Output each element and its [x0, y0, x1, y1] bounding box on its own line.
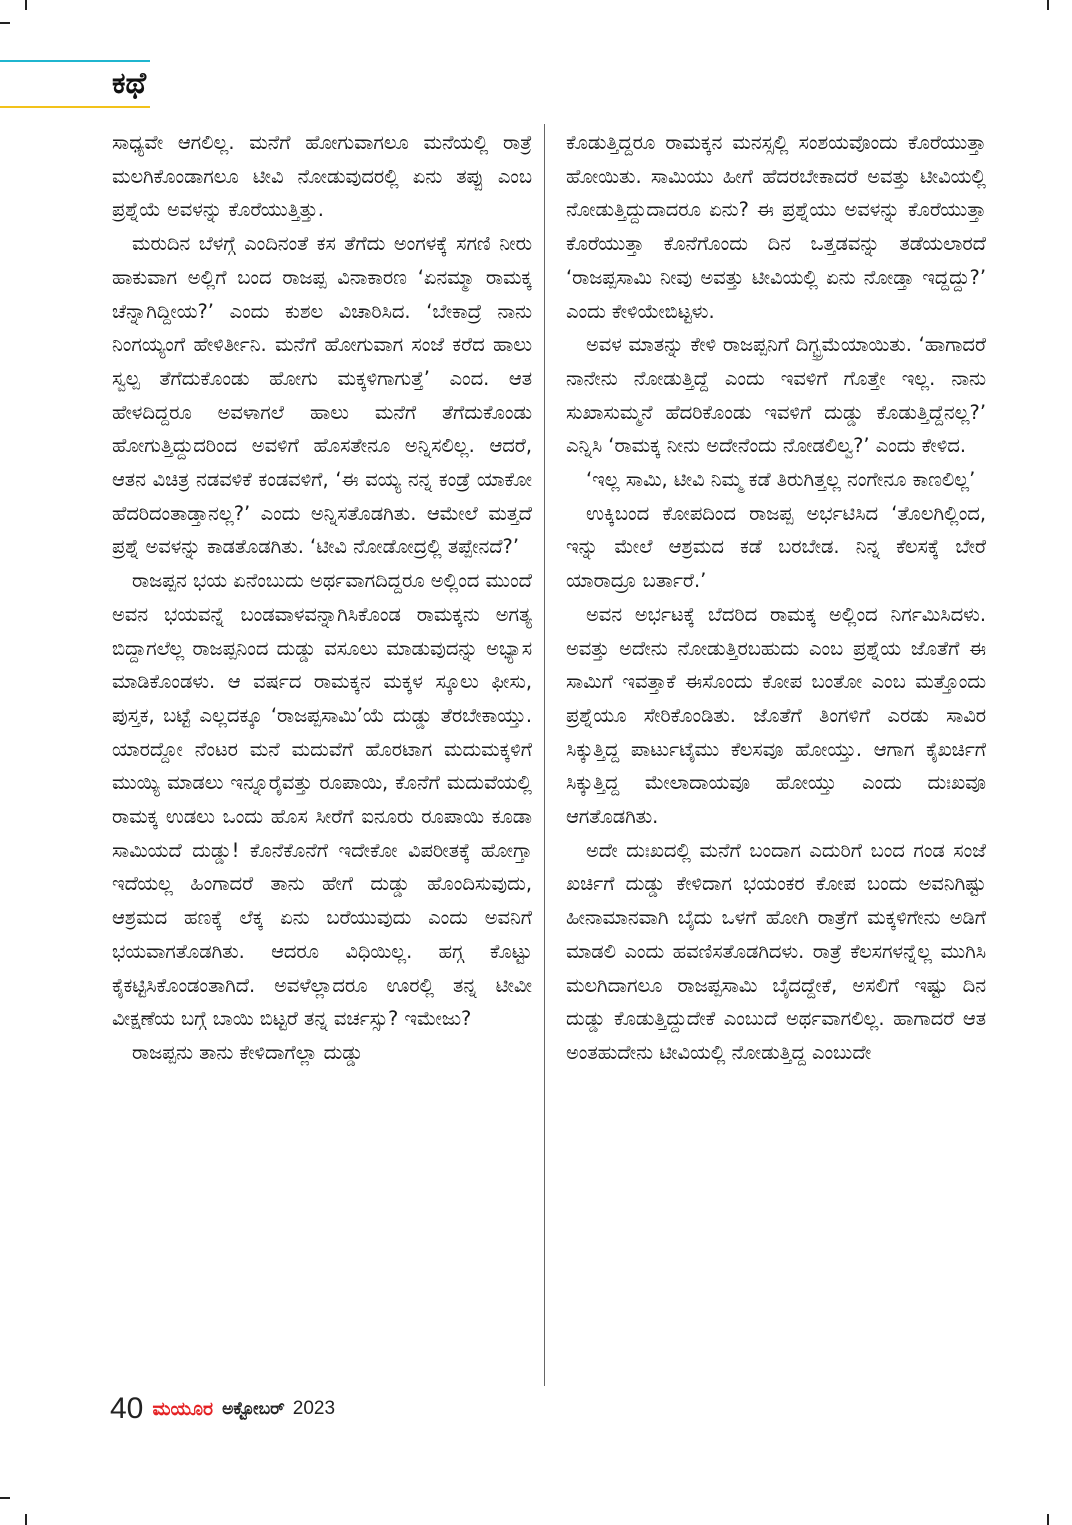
crop-mark: [0, 1497, 10, 1499]
paragraph: ಸಾಧ್ಯವೇ ಆಗಲಿಲ್ಲ. ಮನೆಗೆ ಹೋಗುವಾಗಲೂ ಮನೆಯಲ್ಲಿ ರಾತ್ರೆ ಮಲಗಿಕೊಂಡಾಗಲೂ ಟೀವಿ ನೋಡುವುದರಲ್ಲಿ ಏನು ತಪ್ಪು ಎಂಬ ಪ್ರಶ್ನೆಯೆ ಅವಳನ್ನು ಕೊರೆಯುತ್ತಿತ್ತು.: [112, 131, 532, 222]
issue-year: 2023: [292, 1398, 336, 1419]
crop-mark: [25, 0, 27, 10]
paragraph: ಅದೇ ದುಃಖದಲ್ಲಿ ಮನೆಗೆ ಬಂದಾಗ ಎದುರಿಗೆ ಬಂದ ಗಂಡ ಸಂಜೆ ಖರ್ಚಿಗೆ ದುಡ್ಡು ಕೇಳಿದಾಗ ಭಯಂಕರ ಕೋಪ ಬಂದು ಅವನಿಗಿಷ್ಟು ಹೀನಾಮಾನವಾಗಿ ಬೈದು ಒಳಗೆ ಹೋಗಿ ರಾತ್ರೆಗೆ ಮಕ್ಕಳಿಗೇನು ಅಡಿಗೆ ಮಾಡಲಿ ಎಂದು ಹವಣಿಸತೊಡಗಿದಳು. ರಾತ್ರೆ ಕೆಲಸಗಳನ್ನೆಲ್ಲ ಮುಗಿಸಿ ಮಲಗಿದಾಗಲೂ ರಾಜಪ್ಪಸಾಮಿ ಬೈದದ್ದೇಕೆ, ಅಸಲಿಗೆ ಇಷ್ಟು ದಿನ ದುಡ್ಡು ಕೊಡುತ್ತಿದ್ದುದೇಕೆ ಎಂಬುದೆ ಅರ್ಥವಾಗಲಿಲ್ಲ. ಹಾಗಾದರೆ ಆತ ಅಂತಹುದೇನು ಟೀವಿಯಲ್ಲಿ ನೋಡುತ್ತಿದ್ದ ಎಂಬುದೇ: [566, 838, 986, 1064]
paragraph: ಅವಳ ಮಾತನ್ನು ಕೇಳಿ ರಾಜಪ್ಪನಿಗೆ ದಿಗ್ಭ್ರಮೆಯಾಯಿತು. ‘ಹಾಗಾದರೆ ನಾನೇನು ನೋಡುತ್ತಿದ್ದೆ ಎಂದು ಇವಳಿಗೆ ಗೊತ್ತೇ ಇಲ್ಲ. ನಾನು ಸುಖಾಸುಮ್ಮನೆ ಹೆದರಿಕೊಂಡು ಇವಳಿಗೆ ದುಡ್ಡು ಕೊಡುತ್ತಿದ್ದೆನಲ್ಲ?’ ಎನ್ನಿಸಿ ‘ರಾಮಕ್ಕ ನೀನು ಅದೇನೆಂದು ನೋಡಲಿಲ್ವ?’ ಎಂದು ಕೇಳಿದ.: [566, 333, 986, 458]
paragraph: ‘ಇಲ್ಲ ಸಾಮಿ, ಟೀವಿ ನಿಮ್ಮ ಕಡೆ ತಿರುಗಿತ್ತಲ್ಲ ನಂಗೇನೂ ಕಾಣಲಿಲ್ಲ’: [586, 468, 976, 492]
section-label: ಕಥೆ: [112, 66, 147, 101]
page-footer: [110, 1392, 335, 1432]
header-rule-cyan: [0, 60, 150, 62]
text-column-right: [566, 126, 986, 1380]
paragraph: ಕೊಡುತ್ತಿದ್ದರೂ ರಾಮಕ್ಕನ ಮನಸ್ಸಲ್ಲಿ ಸಂಶಯವೊಂದು ಕೊರೆಯುತ್ತಾ ಹೋಯಿತು. ಸಾಮಿಯು ಹೀಗೆ ಹೆದರಬೇಕಾದರೆ ಅವತ್ತು ಟೀವಿಯಲ್ಲಿ ನೋಡುತ್ತಿದ್ದುದಾದರೂ ಏನು? ಈ ಪ್ರಶ್ನೆಯು ಅವಳನ್ನು ಕೊರೆಯುತ್ತಾ ಕೊರೆಯುತ್ತಾ ಕೊನೆಗೊಂದು ದಿನ ಒತ್ತಡವನ್ನು ತಡೆಯಲಾರದೆ ‘ರಾಜಪ್ಪಸಾಮಿ ನೀವು ಅವತ್ತು ಟೀವಿಯಲ್ಲಿ ಏನು ನೋಡ್ತಾ ಇದ್ದದ್ದು?’ ಎಂದು ಕೇಳಿಯೇಬಿಟ್ಟಳು.: [566, 131, 986, 323]
paragraph: ರಾಜಪ್ಪನು ತಾನು ಕೇಳಿದಾಗೆಲ್ಲಾ ದುಡ್ಡು: [132, 1040, 363, 1064]
paragraph: ಉಕ್ಕಿಬಂದ ಕೋಪದಿಂದ ರಾಜಪ್ಪ ಅರ್ಭಟಿಸಿದ ‘ತೊಲಗಿಲ್ಲಿಂದ, ಇನ್ನು ಮೇಲೆ ಆಶ್ರಮದ ಕಡೆ ಬರಬೇಡ. ನಿನ್ನ ಕೆಲಸಕ್ಕೆ ಬೇರೆ ಯಾರಾದ್ರೂ ಬರ್ತಾರೆ.’: [566, 501, 986, 593]
magazine-logo: ಮಯೂರ: [152, 1398, 214, 1420]
crop-mark: [0, 22, 10, 24]
column-divider: [544, 124, 545, 1386]
issue-month: ಅಕ್ಟೋಬರ್: [222, 1399, 285, 1419]
paragraph: ರಾಜಪ್ಪನ ಭಯ ಏನೆಂಬುದು ಅರ್ಥವಾಗದಿದ್ದರೂ ಅಲ್ಲಿಂದ ಮುಂದೆ ಅವನ ಭಯವನ್ನೆ ಬಂಡವಾಳವನ್ನಾಗಿಸಿಕೊಂಡ ರಾಮಕ್ಕನು ಅಗತ್ಯ ಬಿದ್ದಾಗಲೆಲ್ಲ ರಾಜಪ್ಪನಿಂದ ದುಡ್ಡು ವಸೂಲು ಮಾಡುವುದನ್ನು ಅಭ್ಯಾಸ ಮಾಡಿಕೊಂಡಳು. ಆ ವರ್ಷದ ರಾಮಕ್ಕನ ಮಕ್ಕಳ ಸ್ಕೂಲು ಫೀಸು, ಪುಸ್ತಕ, ಬಟ್ಟೆ ಎಲ್ಲದಕ್ಕೂ ‘ರಾಜಪ್ಪಸಾಮಿ’ಯೆ ದುಡ್ಡು ತೆರಬೇಕಾಯ್ತು. ಯಾರದ್ದೋ ನೆಂಟರ ಮನೆ ಮದುವೆಗೆ ಹೊರಟಾಗ ಮದುಮಕ್ಕಳಿಗೆ ಮುಯ್ಯಿ ಮಾಡಲು ಇನ್ನೂರೈವತ್ತು ರೂಪಾಯಿ, ಕೊನೆಗೆ ಮದುವೆಯಲ್ಲಿ ರಾಮಕ್ಕ ಉಡಲು ಒಂದು ಹೊಸ ಸೀರೆಗೆ ಐನೂರು ರೂಪಾಯಿ ಕೂಡಾ ಸಾಮಿಯದೆ ದುಡ್ಡು! ಕೊನೆಕೊನೆಗೆ ಇದೇಕೋ ವಿಪರೀತಕ್ಕೆ ಹೋಗ್ತಾ ಇದೆಯಲ್ಲ ಹಿಂಗಾದರೆ ತಾನು ಹೇಗೆ ದುಡ್ಡು ಹೊಂದಿಸುವುದು, ಆಶ್ರಮದ ಹಣಕ್ಕೆ ಲೆಕ್ಕ ಏನು ಬರೆಯುವುದು ಎಂದು ಅವನಿಗೆ ಭಯವಾಗತೊಡಗಿತು. ಆದರೂ ವಿಧಿಯಿಲ್ಲ. ಹಗ್ಗ ಕೊಟ್ಟು ಕೈಕಟ್ಟಿಸಿಕೊಂಡಂತಾಗಿದೆ. ಅವಳೆಲ್ಲಾದರೂ ಊರಲ್ಲಿ ತನ್ನ ಟೀವೀ ವೀಕ್ಷಣೆಯ ಬಗ್ಗೆ ಬಾಯಿ ಬಿಟ್ಟರೆ ತನ್ನ ವರ್ಚಸ್ಸು? ಇಮೇಜು?: [112, 569, 532, 1031]
paragraph: ಮರುದಿನ ಬೆಳಗ್ಗೆ ಎಂದಿನಂತೆ ಕಸ ತೆಗೆದು ಅಂಗಳಕ್ಕೆ ಸಗಣಿ ನೀರು ಹಾಕುವಾಗ ಅಲ್ಲಿಗೆ ಬಂದ ರಾಜಪ್ಪ ವಿನಾಕಾರಣ ‘ಏನಮ್ಮಾ ರಾಮಕ್ಕ ಚೆನ್ನಾಗಿದ್ದೀಯ?’ ಎಂದು ಕುಶಲ ವಿಚಾರಿಸಿದ. ‘ಬೇಕಾದ್ರೆ ನಾನು ನಿಂಗಯ್ಯಂಗೆ ಹೇಳಿರ್ತೀನಿ. ಮನೆಗೆ ಹೋಗುವಾಗ ಸಂಜೆ ಕರೆದ ಹಾಲು ಸ್ವಲ್ಪ ತೆಗೆದುಕೊಂಡು ಹೋಗು ಮಕ್ಕಳಿಗಾಗುತ್ತೆ’ ಎಂದ. ಆತ ಹೇಳದಿದ್ದರೂ ಅವಳಾಗಲೆ ಹಾಲು ಮನೆಗೆ ತೆಗೆದುಕೊಂಡು ಹೋಗುತ್ತಿದ್ದುದರಿಂದ ಅವಳಿಗೆ ಹೊಸತೇನೂ ಅನ್ನಿಸಲಿಲ್ಲ. ಆದರೆ, ಆತನ ವಿಚಿತ್ರ ನಡವಳಿಕೆ ಕಂಡವಳಿಗೆ, ‘ಈ ವಯ್ಯ ನನ್ನ ಕಂಡ್ರೆ ಯಾಕೋ ಹೆದರಿದಂತಾಡ್ತಾನಲ್ಲ?’ ಎಂದು ಅನ್ನಿಸತೊಡಗಿತು. ಆಮೇಲೆ ಮತ್ತದೆ ಪ್ರಶ್ನೆ ಅವಳನ್ನು ಕಾಡತೊಡಗಿತು. ‘ಟೀವಿ ನೋಡೋದ್ರಲ್ಲಿ ತಪ್ಪೇನದೆ?’: [112, 232, 532, 559]
text-column-left: [112, 126, 532, 1380]
header-rule-yellow: [0, 106, 150, 108]
crop-mark: [25, 1514, 27, 1525]
paragraph: ಅವನ ಅರ್ಭಟಕ್ಕೆ ಬೆದರಿದ ರಾಮಕ್ಕ ಅಲ್ಲಿಂದ ನಿರ್ಗಮಿಸಿದಳು. ಅವತ್ತು ಅದೇನು ನೋಡುತ್ತಿರಬಹುದು ಎಂಬ ಪ್ರಶ್ನೆಯ ಜೊತೆಗೆ ಈ ಸಾಮಿಗೆ ಇವತ್ತಾಕೆ ಈಸೊಂದು ಕೋಪ ಬಂತೋ ಎಂಬ ಮತ್ತೊಂದು ಪ್ರಶ್ನೆಯೂ ಸೇರಿಕೊಂಡಿತು. ಜೊತೆಗೆ ತಿಂಗಳಿಗೆ ಎರಡು ಸಾವಿರ ಸಿಕ್ಕುತ್ತಿದ್ದ ಪಾರ್ಟುಟೈಮು ಕೆಲಸವೂ ಹೋಯ್ತು. ಆಗಾಗ ಕೈಖರ್ಚಿಗೆ ಸಿಕ್ಕುತ್ತಿದ್ದ ಮೇಲಾದಾಯವೂ ಹೋಯ್ತು ಎಂದು ದುಃಖವೂ ಆಗತೊಡಗಿತು.: [566, 602, 986, 829]
crop-mark: [1047, 1514, 1049, 1525]
crop-mark: [1047, 0, 1049, 10]
page-number: 40: [110, 1392, 144, 1425]
